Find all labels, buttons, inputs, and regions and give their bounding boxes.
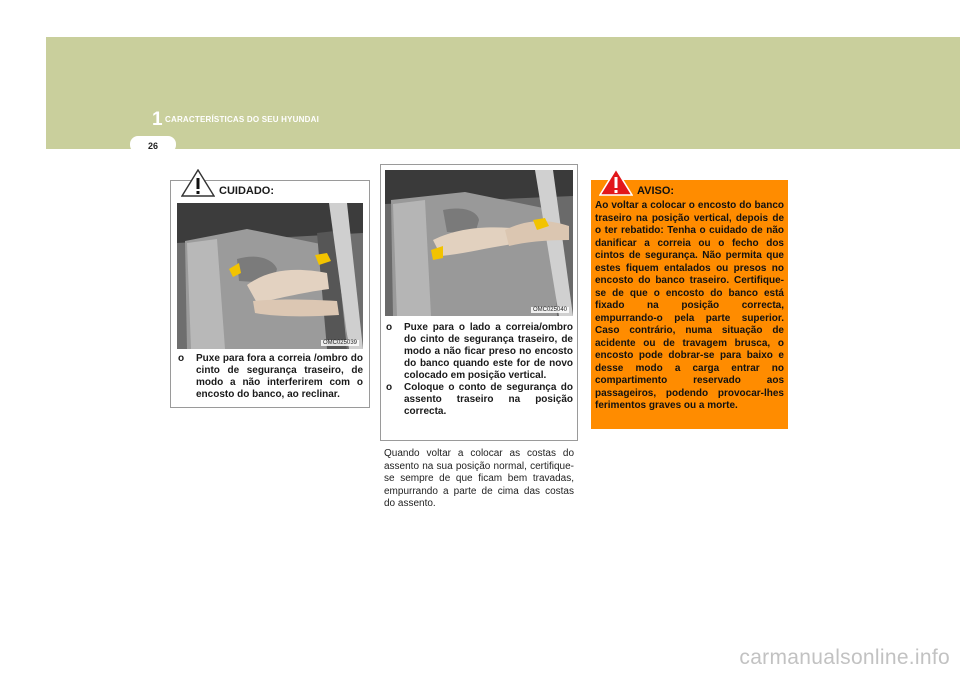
warning-box <box>591 180 788 429</box>
caution-bullet-list <box>177 353 363 401</box>
seat-belt-photo <box>177 203 363 349</box>
middle-figure-frame <box>380 164 578 441</box>
seat-belt-photo <box>385 170 573 316</box>
chapter-title: CARACTERÍSTICAS DO SEU HYUNDAI <box>165 115 320 124</box>
middle-bullet-list <box>385 322 573 418</box>
page-number: 26 <box>148 141 159 151</box>
instruction-paragraph: Quando voltar a colocar as costas do assento na sua posição normal, certifique-se sempre de que ficam bem travadas, empurrando a parte de cima das costas do assento. <box>384 448 574 509</box>
header-band <box>46 37 960 149</box>
watermark: carmanualsonline.info <box>739 646 950 669</box>
warning-triangle-icon <box>599 168 633 196</box>
chapter-number: 1 <box>152 109 163 130</box>
warning-text: Ao voltar a colocar o encosto do banco traseiro na posição vertical, depois de o ter rebatido: Tenha o cuidado de não danificar a correia ou o fecho dos cintos de segurança. Não permita que estes fiquem entalados ou presos no encosto do banco traseiro. Certifique-se de que o encosto do banco está fixado na posição correcta, empurrando-o pela parte superior. Caso contrário, numa situação de acidente ou de travagem brusca, o encosto pode dobrar-se para baixo e desse modo a carga entrar no compartimento reservado aos passageiros, podendo provocar-lhes ferimentos graves ou a morte. <box>595 200 784 411</box>
warning-triangle-icon <box>181 169 215 197</box>
warning-title: AVISO: <box>637 185 675 197</box>
image-code: OMC025039 <box>322 340 357 346</box>
list-item: o Puxe para fora a correia /ombro do cinto de segurança traseiro, de modo a não interferirem com o encosto do banco, ao reclinar. <box>177 353 363 401</box>
list-item: o Puxe para o lado a correia/ombro do cinto de segurança traseiro, de modo a não ficar preso no encosto do banco quando este for de novo colocado em posição vertical. <box>385 322 573 382</box>
caution-title: CUIDADO: <box>219 185 274 197</box>
image-code: OMC025040 <box>532 307 567 313</box>
caution-box <box>170 180 370 408</box>
list-item: o Coloque o conto de segurança do assento traseiro na posição correcta. <box>385 382 573 418</box>
